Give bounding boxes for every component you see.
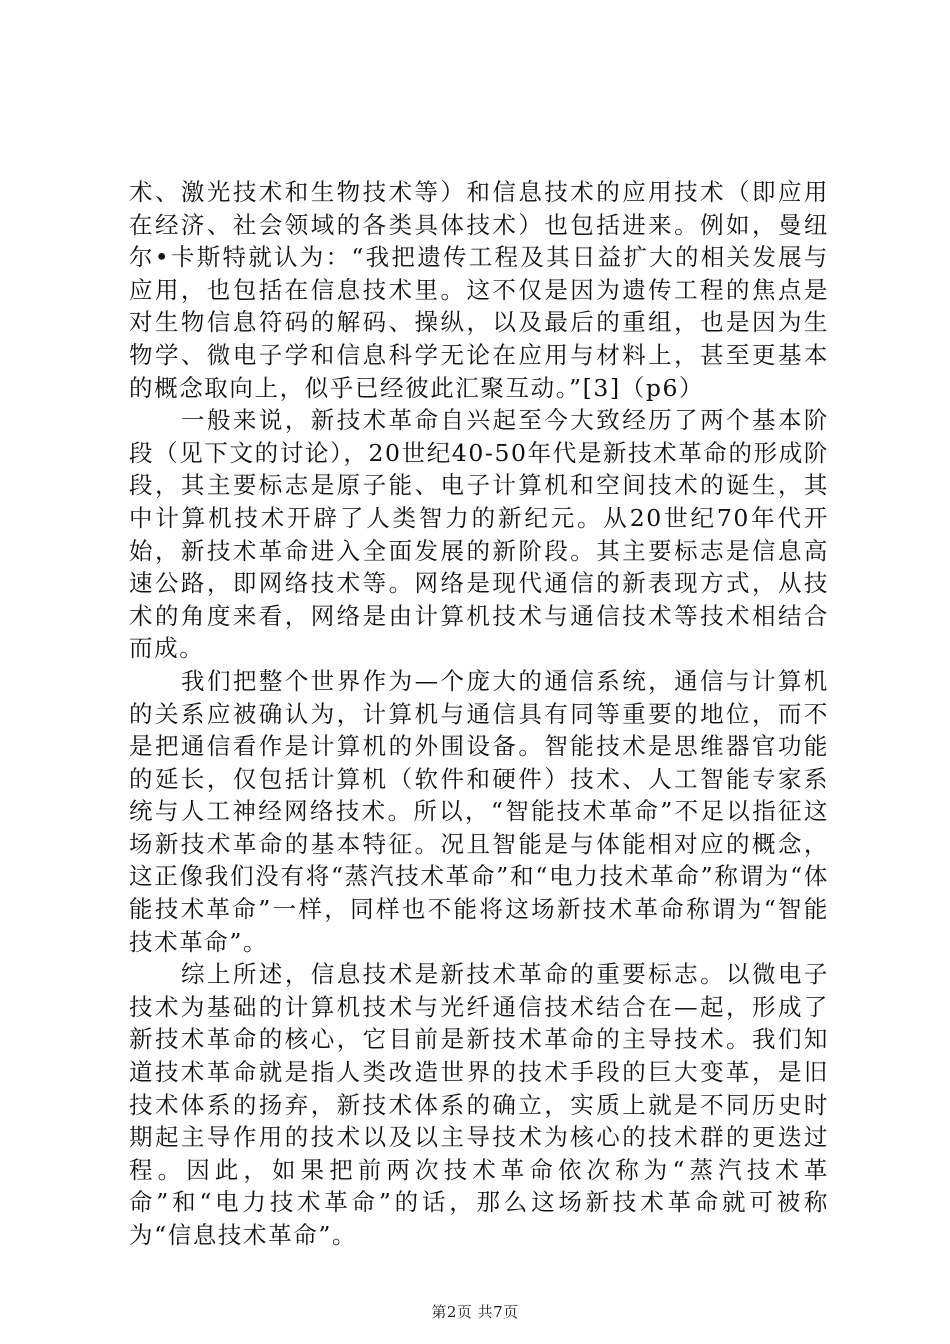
paragraph-3: 我们把整个世界作为—个庞大的通信系统，通信与计算机的关系应被确认为，计算机与通信具有同等重要的地位，而不是把通信看作是计算机的外围设备。智能技术是思维器官功能的延长，仅包括计算机（软件和硬件）技术、人工智能专家系统与人工神经网络技术。所以，“智能技术革命”不足以指征这场新技术革命的基本特征。况且智能是与体能相对应的概念，这正像我们没有将“蒸汽技术革命”和“电力技术革命”称谓为“体能技术革命”一样，同样也不能将这场新技术革命称谓为“智能技术革命”。 xyxy=(129,666,829,956)
page-number-footer: 第2页 共7页 xyxy=(431,1303,519,1321)
body-text xyxy=(129,176,829,1252)
paragraph-4: 综上所述，信息技术是新技术革命的重要标志。以微电子技术为基础的计算机技术与光纤通信技术结合在—起，形成了新技术革命的核心，它目前是新技术革命的主导技术。我们知道技术革命就是指人类改造世界的技术手段的巨大变革，是旧技术体系的扬弃，新技术体系的确立，实质上就是不同历史时期起主导作用的技术以及以主导技术为核心的技术群的更迭过程。因此，如果把前两次技术革命依次称为“蒸汽技术革命”和“电力技术革命”的话，那么这场新技术革命就可被称为“信息技术革命”。 xyxy=(129,960,829,1249)
paragraph-2: 一般来说，新技术革命自兴起至今大致经历了两个基本阶段（见下文的讨论），20世纪40-50年代是新技术革命的形成阶段，其主要标志是原子能、电子计算机和空间技术的诞生，其中计算机技术开辟了人类智力的新纪元。从20世纪70年代开始，新技术革命进入全面发展的新阶段。其主要标志是信息高速公路，即网络技术等。网络是现代通信的新表现方式，从技术的角度来看，网络是由计算机技术与通信技术等技术相结合而成。 xyxy=(129,406,829,663)
paragraph-1: 术、激光技术和生物技术等）和信息技术的应用技术（即应用在经济、社会领域的各类具体技术）也包括进来。例如，曼纽尔•卡斯特就认为：“我把遗传工程及其日益扩大的相关发展与应用，也包括在信息技术里。这不仅是因为遗传工程的焦点是对生物信息符码的解码、操纵，以及最后的重组，也是因为生物学、微电子学和信息科学无论在应用与材料上，甚至更基本的概念取向上，似乎已经彼此汇聚互动。”[3]（p6） xyxy=(129,178,829,402)
